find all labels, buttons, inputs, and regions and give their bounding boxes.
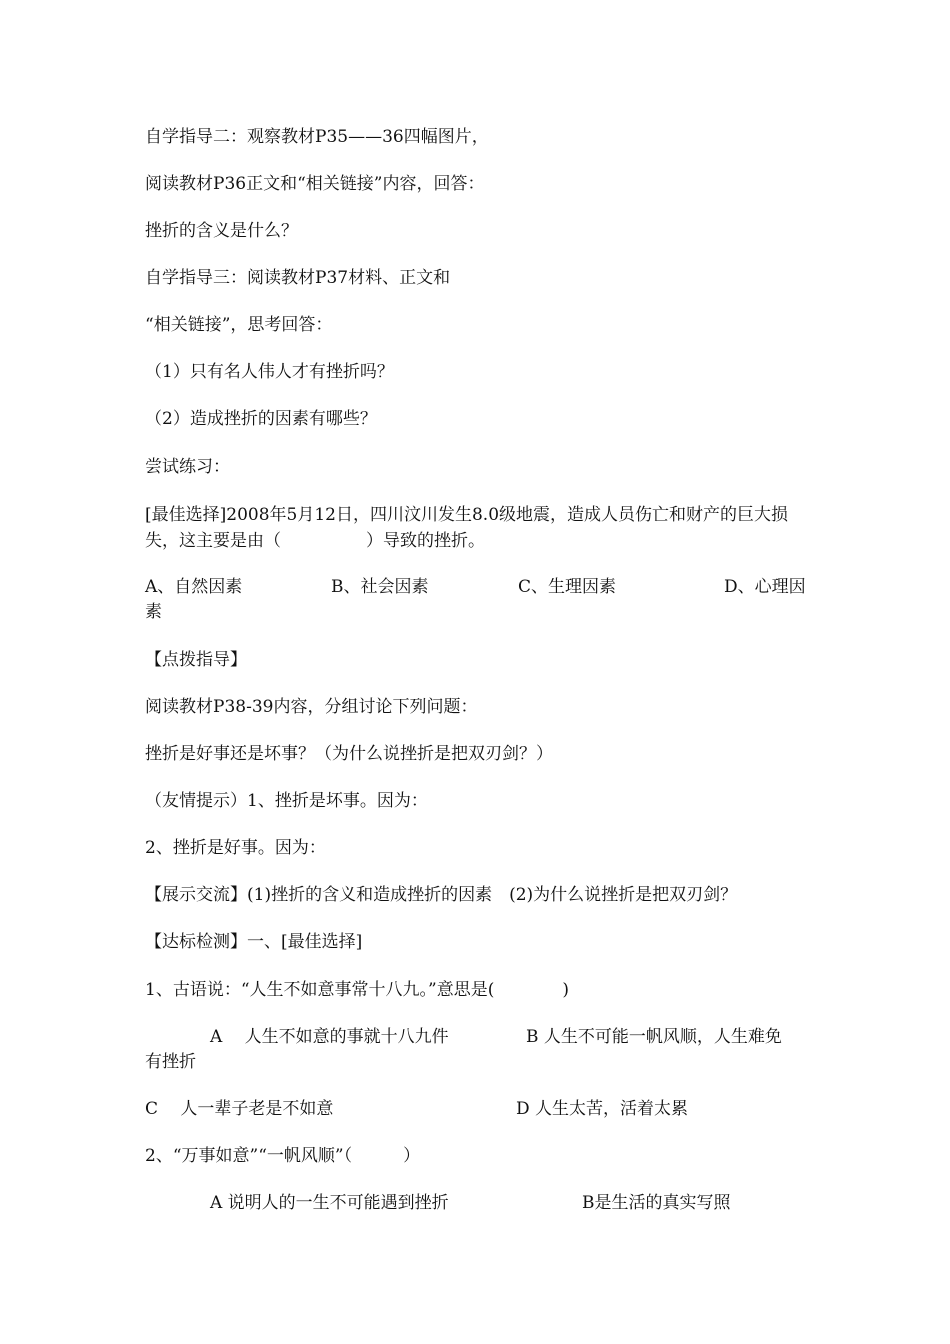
practice-option-c: C、生理因素 <box>518 577 617 597</box>
guide3-line2: “相关链接”，思考回答： <box>145 315 333 335</box>
guidance-line1: 阅读教材P38-39内容，分组讨论下列问题： <box>145 697 478 717</box>
test-q1-option-d: D 人生太苦，活着太累 <box>516 1099 689 1119</box>
guide2-line1: 自学指导二：观察教材P35——36四幅图片， <box>145 127 489 147</box>
guide3-line1: 自学指导三：阅读教材P37材料、正文和 <box>145 268 451 288</box>
guidance-heading: 【点拨指导】 <box>145 650 247 670</box>
test-q2-option-b: B是生活的真实写照 <box>582 1193 731 1213</box>
guide3-question-1: （1）只有名人伟人才有挫折吗？ <box>145 362 394 382</box>
exchange-text: 【展示交流】(1)挫折的含义和造成挫折的因素 (2)为什么说挫折是把双刃剑？ <box>145 885 738 905</box>
test-heading: 【达标检测】一、[最佳选择] <box>145 932 363 952</box>
test-q1-option-b-wrap: 有挫折 <box>145 1052 196 1072</box>
guide2-line2: 阅读教材P36正文和“相关链接”内容，回答： <box>145 174 485 194</box>
test-q1-option-a: A 人生不如意的事就十八九件 <box>210 1027 449 1047</box>
test-q1-option-c: C 人一辈子老是不如意 <box>145 1099 334 1119</box>
practice-option-d-wrap: 素 <box>145 602 162 622</box>
guide3-question-2: （2）造成挫折的因素有哪些？ <box>145 409 377 429</box>
guidance-line3: （友情提示）1、挫折是坏事。因为： <box>145 791 428 811</box>
practice-option-a: A、自然因素 <box>145 577 243 597</box>
practice-option-d: D、心理因 <box>724 577 806 597</box>
guide2-line3: 挫折的含义是什么？ <box>145 221 298 241</box>
test-question-1: 1、古语说：“人生不如意事常十八九。”意思是( ) <box>145 980 569 1000</box>
test-q2-option-a: A 说明人的一生不可能遇到挫折 <box>210 1193 449 1213</box>
test-q1-option-b: B 人生不可能一帆风顺，人生难免 <box>526 1027 782 1047</box>
practice-question: [最佳选择]2008年5月12日，四川汶川发生8.0级地震，造成人员伤亡和财产的巨大损失，这主要是由（ ）导致的挫折。 <box>145 505 789 551</box>
guidance-line4: 2、挫折是好事。因为： <box>145 838 326 858</box>
practice-heading: 尝试练习： <box>145 457 230 477</box>
practice-option-b: B、社会因素 <box>331 577 429 597</box>
test-question-2: 2、“万事如意”“一帆风顺”（ ） <box>145 1146 421 1166</box>
guidance-line2: 挫折是好事还是坏事？（为什么说挫折是把双刃剑？） <box>145 744 553 764</box>
